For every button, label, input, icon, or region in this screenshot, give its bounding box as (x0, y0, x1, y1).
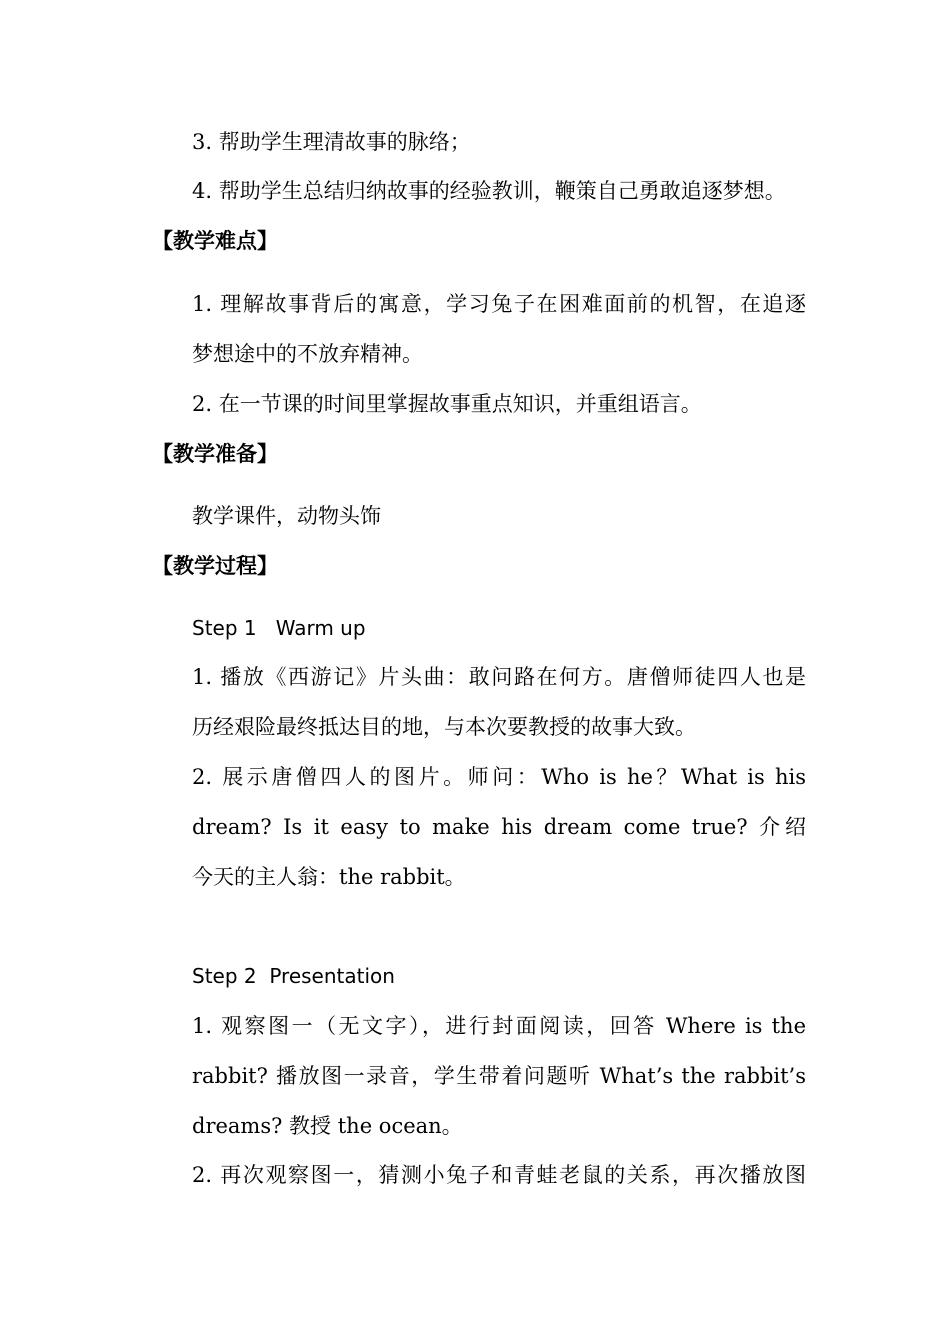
step-1-item-1-line-2: 历经艰险最终抵达目的地，与本次要教授的故事大致。 (192, 715, 696, 739)
preparation-content: 教学课件，动物头饰 (192, 504, 381, 528)
step-1-item-1-line-1: 1. 播放《西游记》片头曲：敢问路在何方。唐僧师徒四人也是 (192, 665, 806, 689)
key-point-4: 4. 帮助学生总结归纳故事的经验教训，鞭策自己勇敢追逐梦想。 (192, 179, 786, 203)
step-1-title: Step 1 Warm up (192, 616, 366, 640)
step-2-item-2-line-1: 2. 再次观察图一，猜测小兔子和青蛙老鼠的关系，再次播放图 (192, 1163, 806, 1187)
process-heading: 【教学过程】 (152, 553, 278, 578)
step-1-item-2-line-3: 今天的主人翁：the rabbit。 (192, 865, 466, 889)
difficulties-heading: 【教学难点】 (152, 228, 278, 253)
step-2-item-1-line-3: dreams? 教授 the ocean。 (192, 1114, 463, 1138)
difficulty-2: 2. 在一节课的时间里掌握故事重点知识，并重组语言。 (192, 392, 702, 416)
preparation-heading: 【教学准备】 (152, 441, 278, 466)
step-1-item-2-line-1: 2. 展示唐僧四人的图片。师问：Who is he？What is his (192, 765, 806, 789)
step-2-title: Step 2 Presentation (192, 964, 395, 988)
key-point-3: 3. 帮助学生理清故事的脉络； (192, 130, 471, 154)
difficulty-1-line-1: 1. 理解故事背后的寓意，学习兔子在困难面前的机智，在追逐 (192, 292, 806, 316)
step-2-item-1-line-2: rabbit? 播放图一录音，学生带着问题听 What’s the rabbit’s (192, 1064, 806, 1088)
difficulty-1-line-2: 梦想途中的不放弃精神。 (192, 342, 423, 366)
step-2-item-1-line-1: 1. 观察图一（无文字），进行封面阅读，回答 Where is the (192, 1014, 806, 1038)
step-1-item-2-line-2: dream? Is it easy to make his dream come true? 介绍 (192, 815, 806, 839)
